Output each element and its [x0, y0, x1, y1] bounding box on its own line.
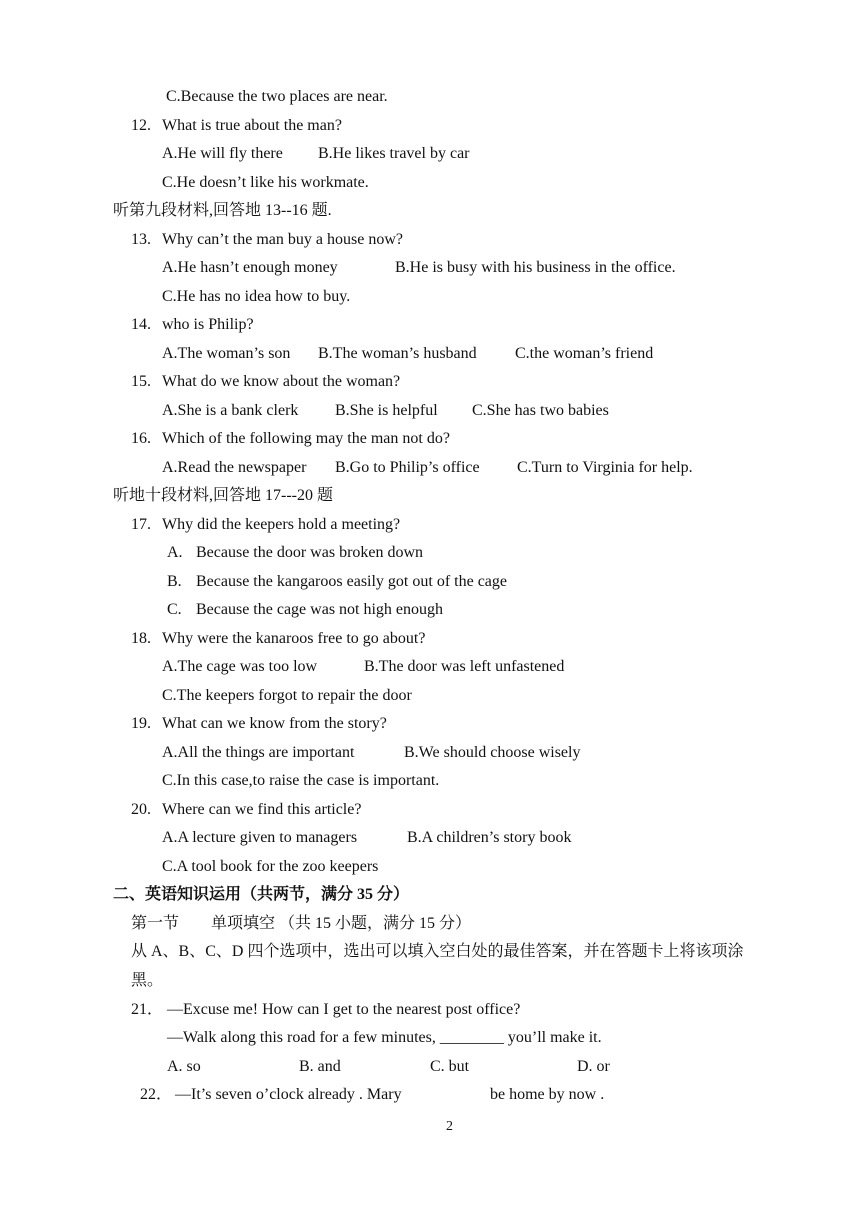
- q15-option-c: C.She has two babies: [472, 402, 609, 419]
- q13-number: 13.: [131, 231, 151, 248]
- q13-option-c: C.He has no idea how to buy.: [162, 288, 351, 305]
- q18-stem: Why were the kanaroos free to go about?: [162, 630, 426, 647]
- q15-stem: What do we know about the woman?: [162, 373, 401, 390]
- page-number: 2: [446, 1119, 453, 1134]
- q18-number: 18.: [131, 630, 151, 647]
- instructions-line-1: 从 A、B、C、D 四个选项中，选出可以填入空白处的最佳答案，并在答题卡上将该项涂: [131, 943, 744, 960]
- q20-option-c: C.A tool book for the zoo keepers: [162, 858, 379, 875]
- q22-line-1: —It’s seven o’clock already . Mary: [175, 1086, 402, 1103]
- q12-option-a: A.He will fly there: [162, 145, 283, 162]
- q12-option-b: B.He likes travel by car: [318, 145, 470, 162]
- q19-number: 19.: [131, 715, 151, 732]
- q17-option-b-letter: B.: [167, 573, 182, 590]
- q13-option-a: A.He hasn’t enough money: [162, 259, 338, 276]
- q17-number: 17.: [131, 516, 151, 533]
- q14-option-b: B.The woman’s husband: [318, 345, 477, 362]
- q21-line-1: —Excuse me! How can I get to the nearest post office?: [167, 1001, 521, 1018]
- q21-number: 21．: [131, 1001, 164, 1018]
- q14-number: 14.: [131, 316, 151, 333]
- q18-option-c: C.The keepers forgot to repair the door: [162, 687, 412, 704]
- q15-number: 15.: [131, 373, 151, 390]
- q21-option-b: B. and: [299, 1058, 341, 1075]
- q16-stem: Which of the following may the man not do?: [162, 430, 450, 447]
- q14-stem: who is Philip?: [162, 316, 254, 333]
- q20-number: 20.: [131, 801, 151, 818]
- q18-option-a: A.The cage was too low: [162, 658, 318, 675]
- q22-number: 22．: [140, 1086, 173, 1103]
- q20-option-a: A.A lecture given to managers: [162, 829, 358, 846]
- q21-option-a: A. so: [167, 1058, 201, 1075]
- q16-option-b: B.Go to Philip’s office: [335, 459, 480, 476]
- q17-option-b: Because the kangaroos easily got out of the cage: [196, 573, 507, 590]
- q16-number: 16.: [131, 430, 151, 447]
- section-1-heading: 第一节 单项填空 （共 15 小题，满分 15 分）: [131, 915, 472, 932]
- q20-stem: Where can we find this article?: [162, 801, 362, 818]
- section-10-heading: 听地十段材料,回答地 17---20 题: [113, 487, 333, 504]
- q11-option-c: C.Because the two places are near.: [166, 88, 388, 105]
- q14-option-a: A.The woman’s son: [162, 345, 291, 362]
- q17-option-a: Because the door was broken down: [196, 544, 424, 561]
- instructions-line-2: 黑。: [131, 972, 164, 989]
- q17-stem: Why did the keepers hold a meeting?: [162, 516, 401, 533]
- q16-option-a: A.Read the newspaper: [162, 459, 307, 476]
- q20-option-b: B.A children’s story book: [407, 829, 572, 846]
- q12-stem: What is true about the man?: [162, 117, 342, 134]
- q19-stem: What can we know from the story?: [162, 715, 387, 732]
- q15-option-a: A.She is a bank clerk: [162, 402, 299, 419]
- q17-option-c: Because the cage was not high enough: [196, 601, 444, 618]
- q21-option-d: D. or: [577, 1058, 610, 1075]
- part-2-heading: 二、英语知识运用（共两节，满分 35 分）: [113, 886, 410, 903]
- q21-option-c: C. but: [430, 1058, 470, 1075]
- q12-option-c: C.He doesn’t like his workmate.: [162, 174, 369, 191]
- q21-line-2: —Walk along this road for a few minutes, ________ you’ll make it.: [167, 1029, 602, 1046]
- q16-option-c: C.Turn to Virginia for help.: [517, 459, 693, 476]
- q13-stem: Why can’t the man buy a house now?: [162, 231, 403, 248]
- q19-option-a: A.All the things are important: [162, 744, 355, 761]
- q17-option-a-letter: A.: [167, 544, 183, 561]
- q19-option-b: B.We should choose wisely: [404, 744, 581, 761]
- q14-option-c: C.the woman’s friend: [515, 345, 654, 362]
- q15-option-b: B.She is helpful: [335, 402, 438, 419]
- q13-option-b: B.He is busy with his business in the office.: [395, 259, 676, 276]
- q18-option-b: B.The door was left unfastened: [364, 658, 565, 675]
- q22-line-1-end: be home by now .: [490, 1086, 605, 1103]
- q19-option-c: C.In this case,to raise the case is important.: [162, 772, 440, 789]
- q17-option-c-letter: C.: [167, 601, 182, 618]
- q12-number: 12.: [131, 117, 151, 134]
- section-9-heading: 听第九段材料,回答地 13--16 题.: [113, 202, 332, 219]
